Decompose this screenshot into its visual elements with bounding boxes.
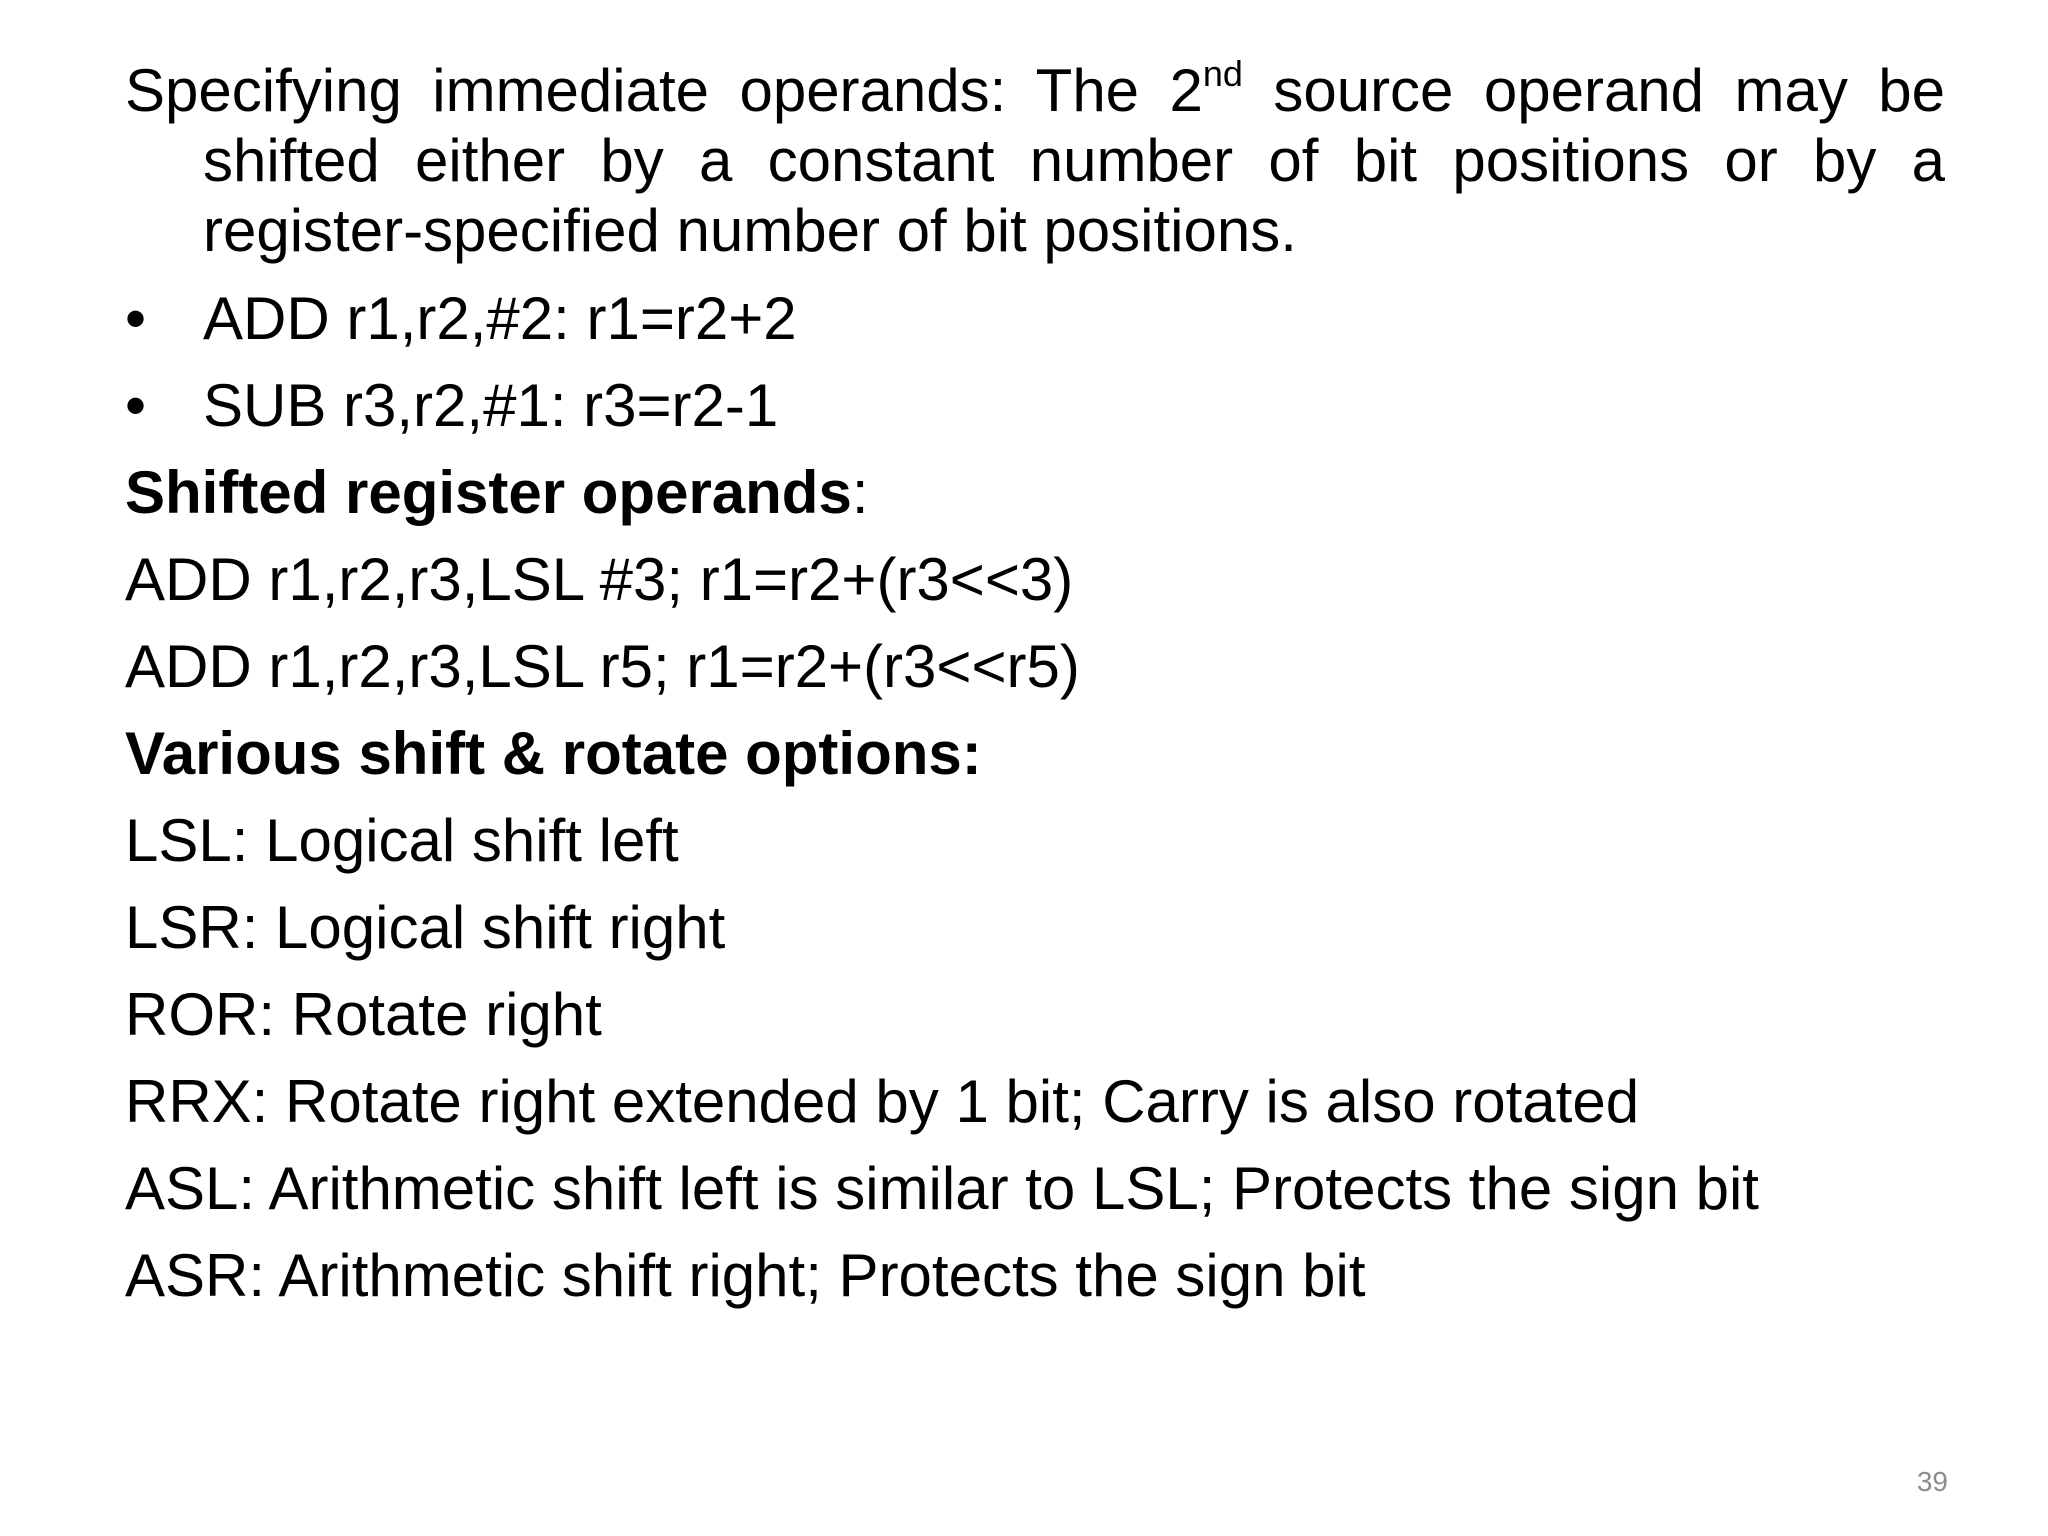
shifted-example: ADD r1,r2,r3,LSL #3; r1=r2+(r3<<3)	[125, 546, 1074, 613]
shift-option: LSR: Logical shift right	[125, 894, 726, 961]
intro-suffix: source operand may be shifted either by a constant number of bit positions or by a register-specified number of bit positions.	[203, 57, 1945, 264]
intro-paragraph	[125, 53, 1945, 266]
ordinal-superscript: nd	[1202, 53, 1243, 94]
bullet-icon: •	[125, 372, 147, 439]
shift-option: LSL: Logical shift left	[125, 807, 679, 874]
shift-option: ASR: Arithmetic shift right; Protects the sign bit	[125, 1242, 1366, 1309]
shifted-heading-colon: :	[851, 459, 869, 526]
example-text: SUB r3,r2,#1: r3=r2-1	[203, 372, 779, 439]
page-number: 39	[1916, 1466, 1948, 1497]
immediate-examples-list	[125, 284, 1945, 441]
intro-prefix: Specifying immediate operands: The 2	[125, 57, 1203, 124]
shift-options-heading: Various shift & rotate options:	[125, 720, 982, 787]
example-text: ADD r1,r2,#2: r1=r2+2	[203, 285, 797, 352]
shift-option: ROR: Rotate right	[125, 981, 602, 1048]
list-item	[125, 284, 1945, 354]
shifted-heading-label: Shifted register operands	[125, 459, 852, 526]
shifted-register-heading	[125, 458, 1945, 528]
bullet-icon: •	[125, 285, 147, 352]
shifted-example: ADD r1,r2,r3,LSL r5; r1=r2+(r3<<r5)	[125, 633, 1080, 700]
shift-option: RRX: Rotate right extended by 1 bit; Carry is also rotated	[125, 1068, 1640, 1135]
slide-body	[125, 53, 1945, 1328]
list-item	[125, 371, 1945, 441]
shift-option: ASL: Arithmetic shift left is similar to LSL; Protects the sign bit	[125, 1155, 1759, 1222]
